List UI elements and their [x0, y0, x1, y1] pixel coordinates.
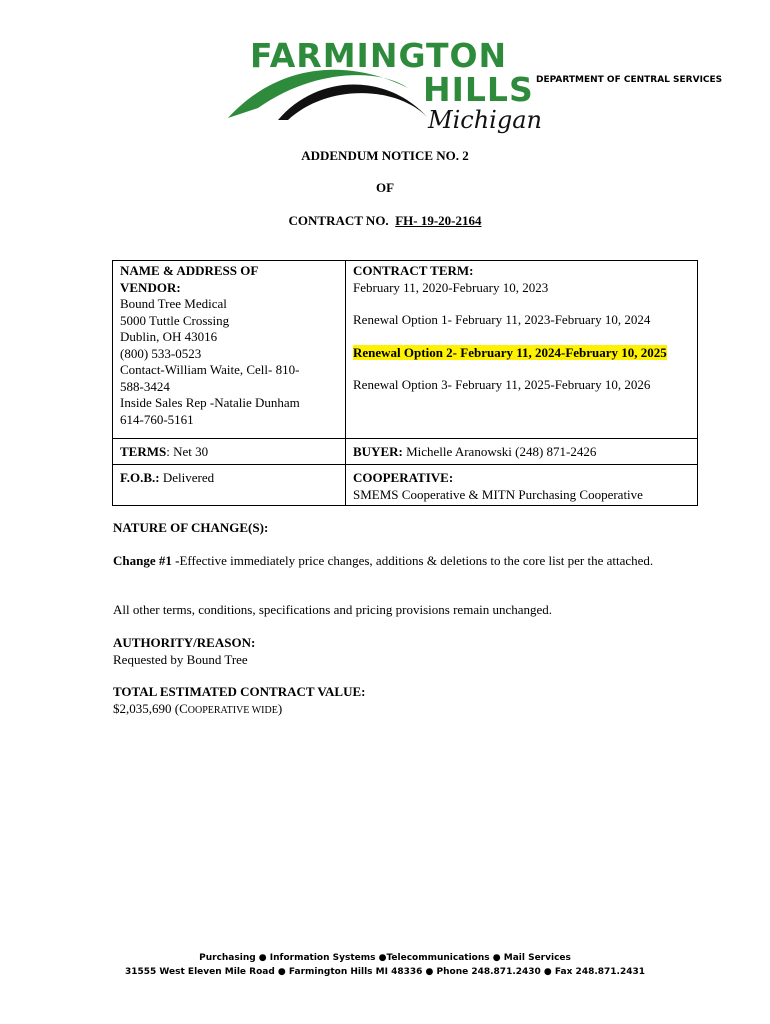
title-of: OF — [375, 180, 395, 195]
cooperative-cell — [346, 465, 698, 506]
renewal-option-3: Renewal Option 3- February 11, 2025-February 10, 2026 — [353, 377, 651, 392]
department-name: DEPARTMENT OF CENTRAL SERVICES — [536, 75, 723, 85]
logo-text-farmington: FARMINGTON — [250, 36, 508, 75]
renewal-option-1: Renewal Option 1- February 11, 2023-February 10, 2024 — [353, 312, 651, 327]
logo-text-michigan: Michigan — [428, 106, 542, 134]
total-value-amount: $2,035,690 (C — [113, 701, 188, 716]
vendor-line: Contact-William Waite, Cell- 810- — [120, 362, 300, 377]
fob-label: F.O.B.: — [120, 470, 160, 485]
renewal-option-2-highlighted: Renewal Option 2- February 11, 2024-February 10, 2025 — [353, 344, 667, 360]
vendor-line: 5000 Tuttle Crossing — [120, 312, 230, 328]
vendor-line: (800) 533-0523 — [120, 345, 202, 361]
buyer-label: BUYER: — [353, 444, 403, 459]
vendor-line: Dublin, OH 43016 — [120, 329, 218, 344]
change-1 — [113, 553, 673, 570]
vendor-line: 614-760-5161 — [120, 411, 194, 427]
contract-term-cell — [346, 261, 698, 439]
vendor-line: Bound Tree Medical — [120, 296, 227, 311]
vendor-line: 588-3424 — [120, 378, 170, 394]
contract-number: FH- 19-20-2164 — [395, 213, 482, 228]
contract-term-heading: CONTRACT TERM: — [353, 263, 474, 278]
contract-info-table — [112, 260, 698, 506]
fob-cell — [113, 465, 346, 506]
farmington-hills-logo — [218, 28, 544, 146]
nature-of-change-heading: NATURE OF CHANGE(S): — [113, 520, 269, 535]
buyer-cell — [346, 439, 698, 465]
terms-label: TERMS — [120, 444, 167, 459]
authority-heading: AUTHORITY/REASON: — [113, 635, 256, 650]
total-value — [113, 701, 673, 720]
total-value-close: ) — [277, 701, 283, 716]
contract-term-initial: February 11, 2020-February 10, 2023 — [353, 279, 549, 295]
vendor-cell — [113, 261, 346, 439]
cooperative-value: SMEMS Cooperative & MITN Purchasing Cooperative — [353, 486, 643, 502]
total-value-qualifier: OOPERATIVE WIDE — [187, 705, 278, 716]
vendor-heading-1: NAME & ADDRESS OF — [120, 263, 259, 278]
buyer-value: Michelle Aranowski (248) 871-2426 — [402, 444, 597, 459]
terms-value: : Net 30 — [166, 444, 209, 459]
terms-cell — [113, 439, 346, 465]
contract-number-line — [0, 213, 770, 229]
contract-number-prefix: CONTRACT NO. — [288, 213, 389, 228]
vendor-heading-2: VENDOR: — [120, 279, 181, 295]
total-value-heading: TOTAL ESTIMATED CONTRACT VALUE: — [113, 684, 366, 699]
change-1-text: Effective immediately price changes, additions & deletions to the core list per the attached. — [179, 553, 654, 568]
other-terms-statement: All other terms, conditions, specifications and pricing provisions remain unchanged. — [113, 602, 553, 617]
authority-text: Requested by Bound Tree — [113, 652, 248, 667]
footer-services: Purchasing ● Information Systems ●Telecommunications ● Mail Services — [199, 953, 571, 963]
footer-address: 31555 West Eleven Mile Road ● Farmington Hills MI 48336 ● Phone 248.871.2430 ● Fax 248.871.2431 — [124, 967, 646, 977]
cooperative-label: COOPERATIVE: — [353, 470, 454, 485]
logo-text-hills: HILLS — [423, 70, 534, 109]
addendum-title: ADDENDUM NOTICE NO. 2 — [301, 148, 469, 163]
fob-value: Delivered — [159, 470, 215, 485]
change-1-label: Change #1 - — [113, 553, 180, 568]
vendor-line: Inside Sales Rep -Natalie Dunham — [120, 395, 300, 410]
